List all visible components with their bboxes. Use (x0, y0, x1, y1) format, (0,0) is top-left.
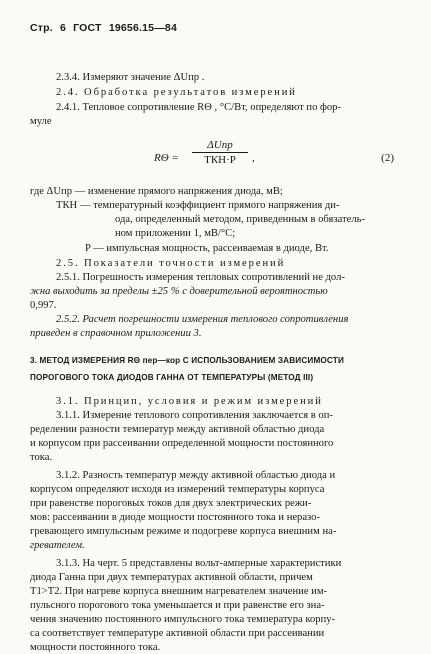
page-number: 6 (59, 22, 67, 34)
text-line: 3.1.1. Измерение теплового сопротивления заключается в оп- (56, 410, 333, 421)
section-3-title (30, 352, 344, 386)
text-line: диода Ганна при двух температурах активной области, причем (30, 572, 313, 583)
text-line: жна выходить за пределы ±25 % с доверительной вероятностью (30, 286, 328, 297)
page-label: Стр. (30, 22, 53, 34)
text-line: 2.4.1. Тепловое сопротивление RΘ , °С/Вт, определяют по фор- (56, 102, 342, 113)
formula-numerator: ΔUпр (192, 139, 248, 153)
definition-line: ода, определенный методом, приведенным в обязатель- (115, 214, 366, 225)
text-line: муле (30, 116, 52, 127)
text-line: 0,997. (30, 300, 57, 311)
definition-line: P — импульсная мощность, рассеиваемая в диоде, Вт. (85, 243, 329, 254)
text-line: 3.1.3. На черт. 5 представлены вольт-амперные характеристики (56, 558, 342, 569)
formula-tail: , (252, 152, 255, 164)
text-line: тока. (30, 452, 53, 463)
section-3-title-line: 3. МЕТОД ИЗМЕРЕНИЯ RΘ пер—кор С ИСПОЛЬЗОВАНИЕМ ЗАВИСИМОСТИ (30, 356, 344, 365)
text-line: мощности постоянного тока. (30, 642, 161, 653)
heading-3-1: 3.1. Принцип, условия и режим измерений (56, 396, 323, 407)
text-line: T1>T2. При нагреве корпуса внешним нагревателем значение им- (30, 586, 328, 597)
heading-2-4: 2.4. Обработка результатов измерений (56, 87, 297, 98)
text-line: корпусом определяют исходя из измерений температуры корпуса (30, 484, 325, 495)
text-line: пульсного порогового тока уменьшается и при равенстве его зна- (30, 600, 325, 611)
text-line: гревателем. (30, 540, 85, 551)
text-line: и корпусом при рассеивании определенной мощности постоянного (30, 438, 334, 449)
text-line: при равенстве пороговых токов для двух электрических режи- (30, 498, 312, 509)
definition-line: где ΔUпр — изменение прямого напряжения диода, мВ; (30, 186, 283, 197)
text-line: 3.1.2. Разность температур между активной областью диода и (56, 470, 336, 481)
definition-line: ном приложении 1, мВ/°С; (115, 228, 236, 239)
text-line: мов: рассеивании в диоде мощности постоянного тока и неразо- (30, 512, 321, 523)
section-3-title-line: ПОРОГОВОГО ТОКА ДИОДОВ ГАННА ОТ ТЕМПЕРАТУРЫ (МЕТОД III) (30, 373, 314, 382)
equation-number: (2) (381, 152, 394, 164)
formula-lhs: RΘ = (154, 152, 179, 164)
text-line: приведен в справочном приложении 3. (30, 328, 202, 339)
text-line: 2.5.2. Расчет погрешности измерения теплового сопротивления (56, 314, 349, 325)
standard-label: ГОСТ (73, 22, 102, 34)
text-line: чения значению постоянного импульсного тока температура корпу- (30, 614, 336, 625)
page-header (30, 22, 181, 34)
formula-fraction (192, 139, 248, 166)
heading-2-5: 2.5. Показатели точности измерений (56, 258, 286, 269)
text-line: 2.3.4. Измеряют значение ΔUпр . (56, 72, 205, 83)
text-line: ределении разности температур между активной областью диода (30, 424, 325, 435)
text-line: 2.5.1. Погрешность измерения тепловых сопротивлений не дол- (56, 272, 345, 283)
formula-2 (154, 139, 394, 179)
doc-number: 19656.15—84 (108, 22, 177, 34)
definition-line: ТКН — температурный коэффициент прямого напряжения ди- (56, 200, 340, 211)
text-line: са соответствует температуре активной области при рассеивании (30, 628, 325, 639)
formula-denominator: ТКН·P (204, 154, 236, 166)
text-line: гревающего импульсным режиме и подогреве корпуса внешним на- (30, 526, 337, 537)
